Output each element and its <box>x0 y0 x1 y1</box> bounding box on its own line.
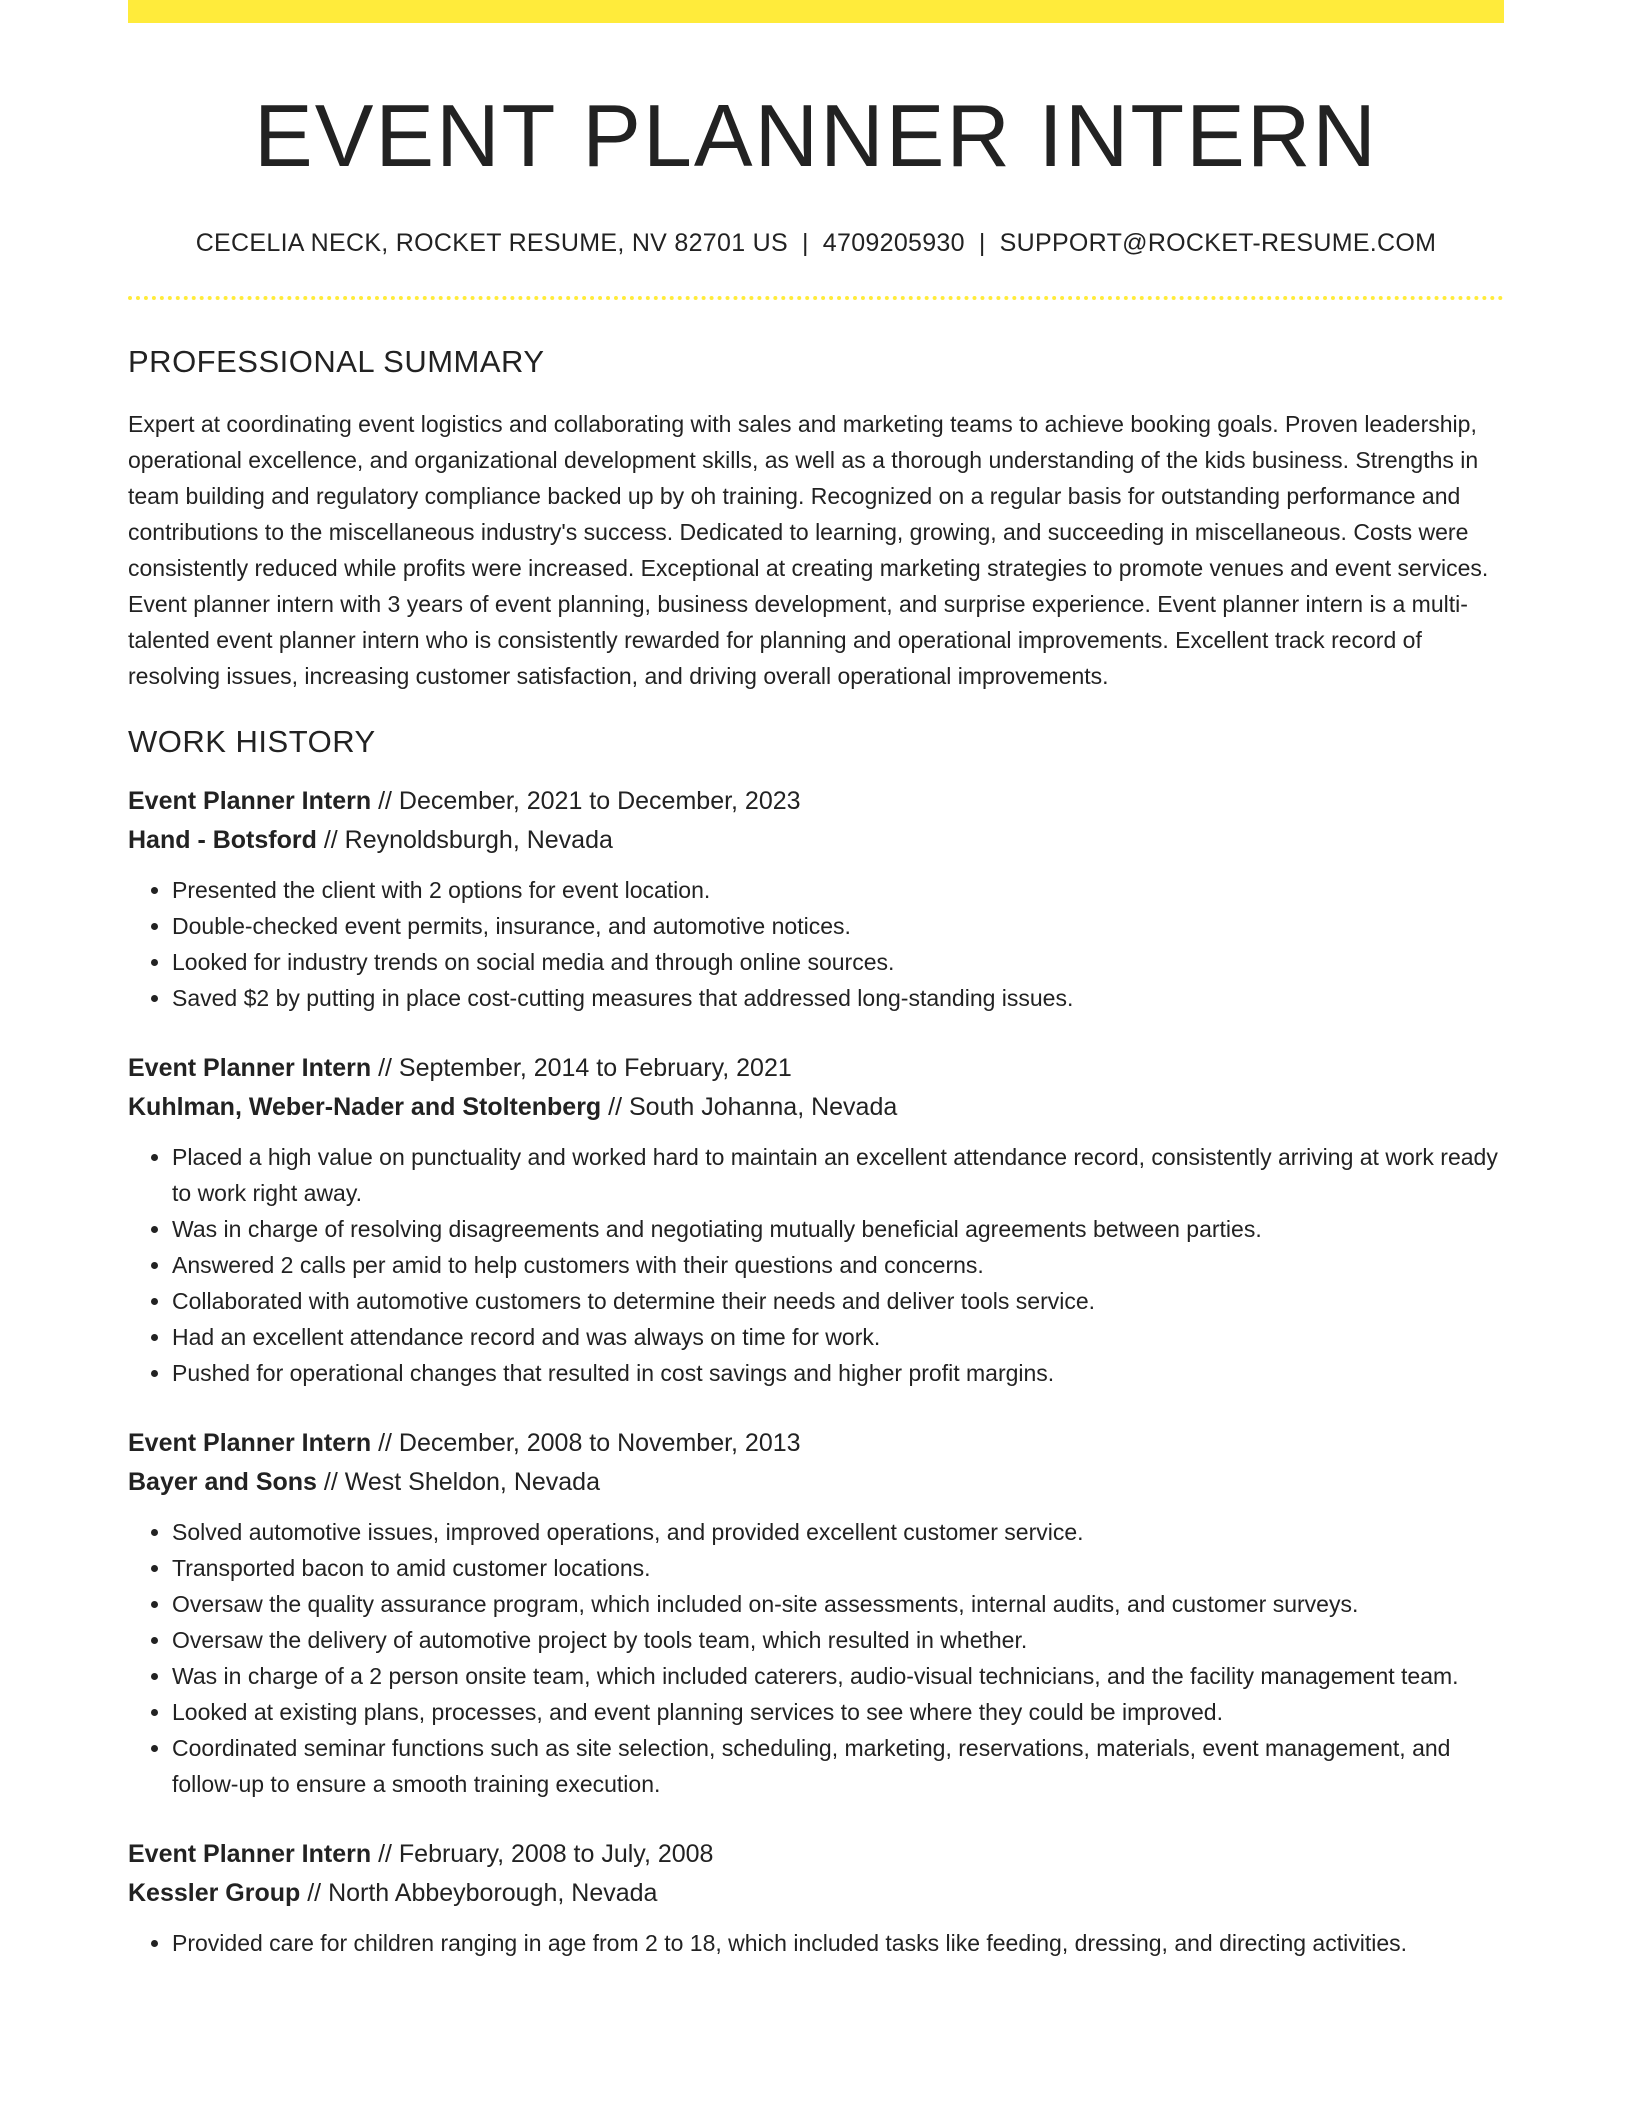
dotted-divider <box>128 296 1504 300</box>
job-bullet: • Pushed for operational changes that resulted in cost savings and higher profit margins. <box>172 1355 1504 1391</box>
resume-title: EVENT PLANNER INTERN <box>254 86 1378 185</box>
job-bullet: • Coordinated seminar functions such as site selection, scheduling, marketing, reservations, materials, event management, and follow-up to ensure a smooth training execution. <box>172 1730 1504 1802</box>
job-bullet: • Presented the client with 2 options for event location. <box>172 872 1504 908</box>
job-location: // South Johanna, Nevada <box>601 1092 898 1121</box>
work-history-list <box>128 782 1504 1961</box>
job-location: // North Abbeyborough, Nevada <box>300 1878 658 1907</box>
contact-separator: | <box>802 228 809 257</box>
job-bullet: • Was in charge of a 2 person onsite team, which included caterers, audio-visual technicians, and the facility management team. <box>172 1658 1504 1694</box>
job-bullets <box>128 1925 1504 1961</box>
job-company: Kuhlman, Weber-Nader and Stoltenberg <box>128 1092 602 1121</box>
job-company: Hand - Botsford <box>128 825 317 854</box>
job-title: Event Planner Intern <box>128 1428 372 1457</box>
job-bullet: • Looked at existing plans, processes, and event planning services to see where they could be improved. <box>172 1694 1504 1730</box>
contact-address: CECELIA NECK, ROCKET RESUME, NV 82701 US <box>195 228 788 257</box>
top-accent-bar <box>128 0 1504 23</box>
job-location: // West Sheldon, Nevada <box>316 1467 600 1496</box>
summary-heading: PROFESSIONAL SUMMARY <box>128 343 545 379</box>
job-bullet: • Transported bacon to amid customer locations. <box>172 1550 1504 1586</box>
job-title: Event Planner Intern <box>128 786 372 815</box>
job-company-line <box>128 1463 1504 1502</box>
job-dates: // December, 2008 to November, 2013 <box>371 1428 801 1457</box>
job-company-line <box>128 821 1504 860</box>
contact-phone: 4709205930 <box>822 228 965 257</box>
job-entry <box>128 1424 1504 1802</box>
job-dates: // February, 2008 to July, 2008 <box>371 1839 714 1868</box>
contact-line <box>128 229 1504 258</box>
contact-separator: | <box>978 228 986 257</box>
job-company-line <box>128 1874 1504 1913</box>
job-bullet: • Oversaw the quality assurance program, which included on-site assessments, internal audits, and customer surveys. <box>172 1586 1504 1622</box>
job-title-line <box>128 782 1504 821</box>
job-bullet: • Was in charge of resolving disagreements and negotiating mutually beneficial agreements between parties. <box>172 1211 1504 1247</box>
contact-email: SUPPORT@ROCKET-RESUME.COM <box>999 228 1437 257</box>
job-location: // Reynoldsburgh, Nevada <box>316 825 613 854</box>
job-bullets <box>128 872 1504 1016</box>
job-bullets <box>128 1514 1504 1802</box>
job-bullet: • Looked for industry trends on social media and through online sources. <box>172 944 1504 980</box>
job-title: Event Planner Intern <box>128 1053 372 1082</box>
job-entry <box>128 1049 1504 1391</box>
job-company-line <box>128 1088 1504 1127</box>
job-bullet: • Had an excellent attendance record and was always on time for work. <box>172 1319 1504 1355</box>
job-bullet: • Saved $2 by putting in place cost-cutting measures that addressed long-standing issues. <box>172 980 1504 1016</box>
job-title-line <box>128 1424 1504 1463</box>
summary-text: Expert at coordinating event logistics and collaborating with sales and marketing teams to achieve booking goals. Proven leadership, operational excellence, and organizational development skills, as well as a thorough understanding of the kids business. Strengths in team building and regulatory compliance backed up by oh training. Recognized on a regular basis for outstanding performance and contributions to the miscellaneous industry's success. Dedicated to learning, growing, and succeeding in miscellaneous. Costs were consistently reduced while profits were increased. Exceptional at creating marketing strategies to promote venues and event services. Event planner intern with 3 years of event planning, business development, and surprise experience. Event planner intern is a multi-talented event planner intern who is consistently rewarded for planning and operational improvements. Excellent track record of resolving issues, increasing customer satisfaction, and driving overall operational improvements. <box>128 410 1489 689</box>
job-bullet: • Provided care for children ranging in age from 2 to 18, which included tasks like feeding, dressing, and directing activities. <box>172 1925 1504 1961</box>
job-bullet: • Collaborated with automotive customers to determine their needs and deliver tools service. <box>172 1283 1504 1319</box>
job-bullet: • Solved automotive issues, improved operations, and provided excellent customer service. <box>172 1514 1504 1550</box>
job-bullets <box>128 1139 1504 1391</box>
work-history-heading: WORK HISTORY <box>128 723 376 759</box>
job-entry <box>128 782 1504 1016</box>
job-bullet: • Answered 2 calls per amid to help customers with their questions and concerns. <box>172 1247 1504 1283</box>
job-entry <box>128 1835 1504 1961</box>
job-bullet: • Double-checked event permits, insurance, and automotive notices. <box>172 908 1504 944</box>
job-company: Kessler Group <box>128 1878 301 1907</box>
job-title: Event Planner Intern <box>128 1839 372 1868</box>
job-dates: // September, 2014 to February, 2021 <box>371 1053 792 1082</box>
job-title-line <box>128 1835 1504 1874</box>
job-company: Bayer and Sons <box>128 1467 317 1496</box>
job-bullet: • Placed a high value on punctuality and worked hard to maintain an excellent attendance record, consistently arriving at work ready to work right away. <box>172 1139 1504 1211</box>
job-bullet: • Oversaw the delivery of automotive project by tools team, which resulted in whether. <box>172 1622 1504 1658</box>
job-title-line <box>128 1049 1504 1088</box>
job-dates: // December, 2021 to December, 2023 <box>371 786 801 815</box>
resume-page <box>128 0 1504 1961</box>
